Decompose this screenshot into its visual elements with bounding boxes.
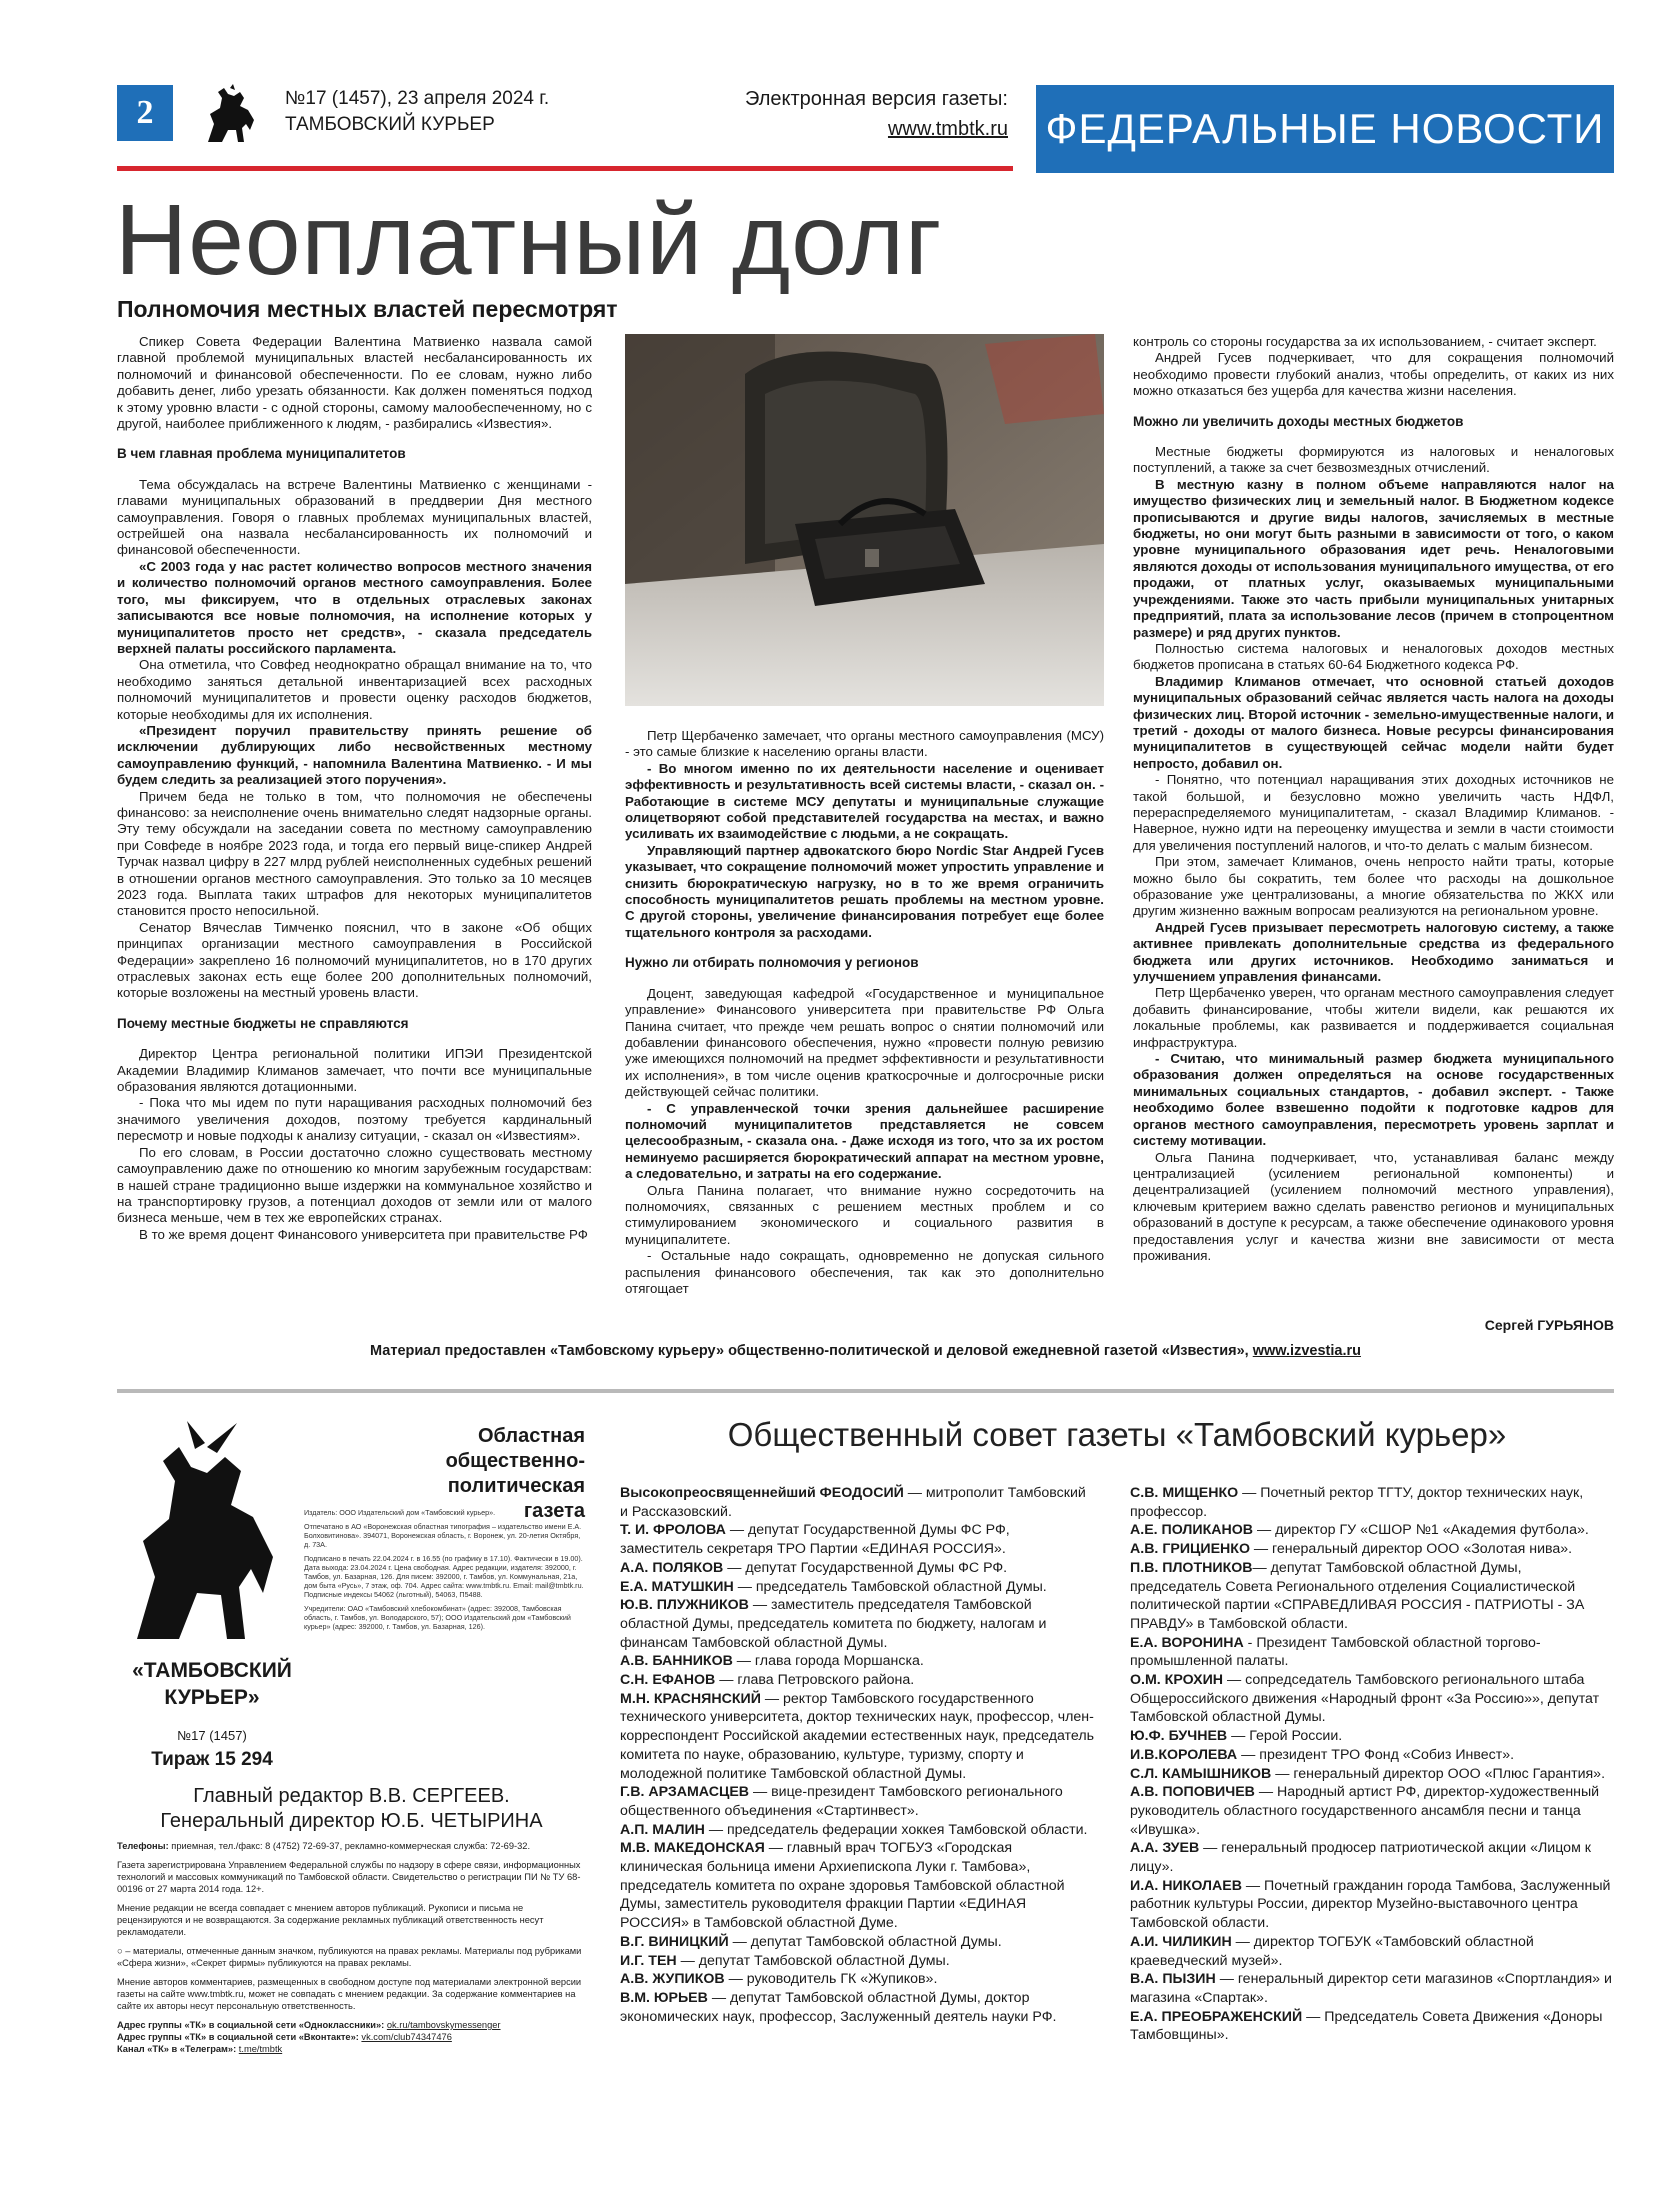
paragraph: Петр Щербаченко замечает, что органы местного самоуправления (МСУ) - это самые близкие к населению органы власти. [625, 728, 1104, 760]
council-member-name: Е.А. ВОРОНИНА [1130, 1634, 1244, 1651]
paragraph: - Во многом именно по их деятельности население и оценивает эффективность и результативность всей системы власти, - сказал он. - Работающие в системе МСУ депутаты и муниципальные служащие олицетворяют собой представителей государства на местах, и важно усиливать их взаимодействие с людьми, а не сокращать. [625, 760, 1104, 842]
council-member-role: — глава Петровского района. [715, 1672, 915, 1689]
council-member-name: Т. И. ФРОЛОВА [620, 1522, 726, 1539]
council-member-name: В.М. ЮРЬЕВ [620, 1989, 708, 2006]
paragraph: контроль со стороны государства за их использованием, - считает эксперт. [1133, 334, 1597, 349]
council-member-role: — заместитель председателя Тамбовской областной Думы, председатель комитета по бюджету, налогам и финансам Тамбовской областной Думы. [620, 1597, 1047, 1651]
paragraph: Сенатор Вячеслав Тимченко пояснил, что в законе «Об общих принципах организации местного самоуправления в Российской Федерации» закреплено 16 полномочий муниципалитетов, но в 170 других отраслевых законах есть еще более 200 дополнительных полномочий, которые возложены на местный уровень власти. [117, 919, 592, 1001]
paragraph: - С управленческой точки зрения дальнейшее расширение полномочий муниципалитетов представляется не совсем целесообразным, - сказала она. - Даже исходя из того, что за их ростом неминуемо расширяется бюрократический аппарат на местном уровне, а следовательно, и затраты на его содержание. [625, 1100, 1104, 1182]
phones-value: приемная, тел./факс: 8 (4752) 72-69-37, рекламно-коммерческая служба: 72-69-32. [171, 1841, 531, 1851]
social-telegram [117, 2043, 586, 2055]
council-member-name: А.П. МАЛИН [620, 1821, 705, 1838]
council-member-role: — генеральный директор сети магазинов «Спортландия» и магазина «Спартак». [1130, 1971, 1612, 2006]
article-byline: Сергей ГУРЬЯНОВ [1484, 1317, 1614, 1333]
council-member-name: А.В. БАННИКОВ [620, 1653, 733, 1670]
ev-url-link[interactable]: www.tmbtk.ru [887, 118, 1008, 140]
council-member [620, 1690, 1096, 1784]
council-member-role: — депутат Тамбовской областной Думы, доктор экономических наук, профессор, Заслуженный деятель науки РФ. [620, 1989, 1057, 2025]
council-member [1130, 1521, 1614, 1540]
council-member [620, 1989, 1096, 2026]
council-member-role: — ректор Тамбовского государственного технического университета, доктор технических наук, профессор, член-корреспондент Российской академии естественных наук, председатель комитета по науке, образованию, культуре, туризму, спорту и молодежной политике Тамбовской областной Думы. [620, 1690, 1094, 1782]
council-member-role: — председатель Тамбовской областной Думы. [733, 1578, 1047, 1595]
social-vk-link[interactable]: vk.com/club74347476 [361, 2032, 452, 2042]
paragraph: Петр Щербаченко уверен, что органам местного самоуправления следует добавить финансирование, чтобы жители видели, как решаются их локальные проблемы, как развивается и поддерживается социальная инфраструктура. [1133, 985, 1614, 1050]
council-member-name: О.М. КРОХИН [1130, 1672, 1224, 1689]
paragraph: Андрей Гусев призывает пересмотреть налоговую систему, а также активнее привлекать дополнительные средства из федерального бюджета или других источников. Необходимо заниматься и улучшением управления финансами. [1133, 919, 1614, 985]
council-member-role: — вице-президент Тамбовского регионального общественного объединения «Стартинвест». [620, 1784, 1063, 1819]
council-member-role: — Председатель Совета Движения «Доноры Тамбовщины». [1130, 2008, 1603, 2044]
council-member [620, 1652, 1096, 1671]
council-member-name: А.А. ПОЛЯКОВ [620, 1559, 724, 1576]
paragraph: При этом, замечает Климанов, очень непросто найти траты, которые можно было бы сократить, тем более что расходы на дошкольное образование уже централизованы, а многие обязательства по ЖКХ или другим жизненно важным вопросам реализуются на региональном уровне. [1133, 854, 1614, 919]
imprint-details [304, 1508, 586, 1636]
paragraph: В местную казну в полном объеме направляются налог на имущество физических лиц и земельный налог. В Бюджетном кодексе прописываются и другие виды налогов, зачисляемых в местные бюджеты, но они могут быть разными в зависимости от того, о каком уровне муниципального образования идет речь. Неналоговыми являются доходы от использования муниципального имущества, от его продажи, от платных услуг, оказываемых муниципальными учреждениями. Также это часть прибыли муниципальных унитарных предприятий, плата за использование лесов (причем в стопроцентном размере) и ряд других пунктов. [1133, 476, 1614, 640]
paper-name: ТАМБОВСКИЙ КУРЬЕР [285, 114, 495, 135]
credit-text: Материал предоставлен «Тамбовскому курьеру» общественно-политической и деловой ежедневной газетой «Известия», [370, 1343, 1253, 1359]
paragraph: Ольга Панина подчеркивает, что, устанавливая баланс между централизацией (усилением региональной компоненты) и децентрализацией (усилением полномочий местного управления), ключевым критерием важно сделать равенство регионов и муниципальных образований в доступе к ресурсам, а также обеспечение одинакового уровня предоставления услуг и качества жизни вне зависимости от места проживания. [1133, 1149, 1614, 1263]
page-number: 2 [117, 85, 173, 141]
article-column-2 [625, 728, 1104, 1297]
council-member [1130, 1540, 1614, 1559]
council-member [1130, 1559, 1614, 1634]
council-member-role: — председатель федерации хоккея Тамбовской области. [704, 1821, 1088, 1838]
horse-rider-logo-icon [117, 1417, 287, 1647]
council-member-name: И.А. НИКОЛАЕВ [1130, 1877, 1242, 1894]
council-member [620, 1970, 1096, 1989]
council-member [1130, 2008, 1614, 2045]
council-member-role: — депутат Тамбовской областной Думы. [676, 1952, 950, 1969]
council-member [620, 1578, 1096, 1597]
council-member [1130, 1727, 1614, 1746]
paragraph: Владимир Климанов отмечает, что основной статьей доходов муниципальных образований сейчас является часть налога на доходы физических лиц. Второй источник - земельно-имущественные налоги, и третий - доходы от малого бизнеса. Новые ресурсы финансирования муниципалитетов в существующей сейчас модели найти будет непросто, добавил он. [1133, 673, 1614, 771]
council-member [620, 1596, 1096, 1652]
council-member-role: — генеральный директор ООО «Золотая нива». [1249, 1541, 1573, 1558]
council-member-name: М.В. МАКЕДОНСКАЯ [620, 1840, 765, 1857]
council-member-name: Ю.В. ПЛУЖНИКОВ [620, 1597, 749, 1614]
council-member-role: — генеральный продюсер патриотической акции «Лицом к лицу». [1130, 1840, 1591, 1876]
council-member [620, 1559, 1096, 1578]
council-member-role: — сопредседатель Тамбовского регионального штаба Общероссийского движения «Народный фронт «За Россию»», депутат Тамбовской областной Думы. [1130, 1672, 1600, 1726]
council-member-role: — руководитель ГК «Жупиков». [724, 1971, 938, 1988]
council-member-name: И.Г. ТЕН [620, 1952, 677, 1969]
council-member [620, 1839, 1096, 1933]
social-label: Адрес группы «ТК» в социальной сети «Вконтакте»: [117, 2032, 362, 2042]
social-label: Адрес группы «ТК» в социальной сети «Одноклассники»: [117, 2020, 387, 2030]
social-ok [117, 2019, 586, 2031]
issue-line: №17 (1457), 23 апреля 2024 г. [285, 88, 550, 109]
section-heading: Можно ли увеличить доходы местных бюджетов [1133, 413, 1464, 429]
section-heading: Нужно ли отбирать полномочия у регионов [625, 955, 919, 971]
section-heading: Почему местные бюджеты не справляются [117, 1015, 409, 1031]
general-director: Генеральный директор Ю.Б. ЧЕТЫРИНА [160, 1810, 543, 1832]
council-member-role: — депутат Государственной Думы ФС РФ. [723, 1559, 1008, 1576]
council-member-name: А.А. ЗУЕВ [1130, 1840, 1200, 1857]
council-member-role: - Президент Тамбовской областной торгово-промышленной палаты. [1130, 1634, 1541, 1670]
imprint-print-info: Подписано в печать 22.04.2024 г. в 16.55 (по графику в 17.10). Фактически в 19.00). Дата выхода: 23.04.2024 г. Цена свободная. Адрес редакции, издателя: 392000, г. Тамбов, ул. Базарная, 126. Для писем: 392000, г. Тамбов, ул. Коммунальная, 21а, дом быта «Русь», 7 этаж, оф. 704. Адрес сайта: www.tmbtk.ru. Email: mail@tmbtk.ru. Подписные индексы 54062 (льготный), 54063, П5488. [304, 1554, 584, 1599]
council-member-role: — президент ТРО Фонд «Собиз Инвест». [1237, 1746, 1515, 1763]
chief-editor: Главный редактор В.В. СЕРГЕЕВ. [193, 1785, 510, 1807]
council-member [1130, 1783, 1614, 1839]
imprint-printing: Отпечатано в АО «Воронежская областная типография – издательство имени Е.А. Болховитинова». 394071, Воронежская область, г. Воронеж, ул. 20-летия Октября, д. 73А. [304, 1522, 582, 1549]
article-headline: Неоплатный долг [115, 184, 943, 296]
paragraph: Местные бюджеты формируются из налоговых и неналоговых поступлений, а также за счет безвозмездных отчислений. [1133, 444, 1614, 476]
council-member [1130, 1765, 1614, 1784]
paragraph: Она отметила, что Совфед неоднократно обращал внимание на то, что необходимо заняться детальной инвентаризацией всех расходных полномочий муниципалитетов и провести оценку расходов бюджетов, которые необходимы для их исполнения. [117, 657, 592, 722]
electronic-version [738, 84, 1008, 144]
social-vk [117, 2031, 586, 2043]
council-member-role: — директор ТОГБУК «Тамбовский областной краеведческий музей». [1130, 1933, 1534, 1969]
council-title: Общественный совет газеты «Тамбовский курьер» [727, 1416, 1507, 1453]
article-photo [625, 334, 1104, 706]
council-member-role: — митрополит Тамбовский и Рассказовский. [620, 1485, 1086, 1520]
header-divider [117, 166, 1013, 171]
council-member-role: — Герой России. [1227, 1728, 1343, 1745]
credit-link[interactable]: www.izvestia.ru [1252, 1343, 1361, 1359]
council-member-role: — депутат Тамбовской областной Думы, председатель Совета Регионального отделения Социалистической политической партии «СПРАВЕДЛИВАЯ РОССИЯ - ПАТРИОТЫ - ЗА ПРАВДУ» в Тамбовской области. [1130, 1559, 1585, 1632]
council-member-name: А.В. ЖУПИКОВ [620, 1971, 725, 1988]
council-member-name: А.И. ЧИЛИКИН [1130, 1933, 1232, 1950]
council-member [620, 1671, 1096, 1690]
council-member-role: — Почетный гражданин города Тамбова, Заслуженный работник культуры России, директор Музейно-выставочного центра Тамбовской области. [1130, 1877, 1611, 1932]
legal-block [117, 1840, 586, 2055]
legal-opinion: Мнение редакции не всегда совпадает с мнением авторов публикаций. Рукописи и письма не рецензируются и не возвращаются. За содержание рекламных публикаций ответственность несут рекламодатели. [117, 1903, 544, 1937]
council-member [1130, 1970, 1614, 2007]
council-member [1130, 1634, 1614, 1671]
council-member-name: Ю.Ф. БУЧНЕВ [1130, 1728, 1228, 1745]
council-member-name: А.В. ГРИЦИЕНКО [1130, 1541, 1250, 1558]
council-member-role: — Народный артист РФ, директор-художественный руководитель областного государственного ансамбля песни и танца «Ивушка». [1130, 1784, 1600, 1838]
article-subheadline: Полномочия местных властей пересмотрят [117, 296, 618, 322]
paragraph: - Считаю, что минимальный размер бюджета муниципального образования должен определяться на основе государственных минимальных социальных стандартов, - добавил эксперт. - Также необходимо более взвешенно подойти к подготовке кадров для органов местного самоуправления, пересмотреть уровень зарплат и систему мотивации. [1133, 1051, 1614, 1149]
social-ok-link[interactable]: ok.ru/tambovskymessenger [386, 2020, 501, 2030]
council-member-name: С.В. МИЩЕНКО [1130, 1485, 1239, 1501]
council-member-role: — глава города Моршанска. [732, 1653, 924, 1670]
paragraph: - Понятно, что потенциал наращивания этих доходных источников не такой большой, и безусловно можно увеличить часть НДФЛ, перераспределяемого муниципалитетам, - сказал Владимир Климанов. - Наверное, нужно идти на переоценку имущества и земли в части стоимости для увеличения поступлений налогов, и что-то делать с малым бизнесом. [1133, 772, 1614, 853]
legal-advertising: ○ – материалы, отмеченные данным значком, публикуются на правах рекламы. Материалы под рубриками «Сфера жизни», «Секрет фирмы» публикуются на правах рекламы. [117, 1946, 582, 1968]
phones-label: Телефоны: [117, 1841, 169, 1851]
council-member [620, 1521, 1096, 1558]
paper-type: Областная общественно-политическая газета [445, 1425, 585, 1522]
paragraph: Тема обсуждалась на встрече Валентины Матвиенко с женщинами - главами муниципальных образований в преддверии Дня местного самоуправления. Говоря о главных проблемах муниципальных властей, острейшей она назвала несбалансированность их полномочий и финансовой обеспеченности. [117, 476, 592, 558]
council-member-name: И.В.КОРОЛЕВА [1130, 1746, 1238, 1763]
paragraph: «Президент поручил правительству принять решение об исключении дублирующих либо несвойственных местному самоуправлению функций, - напомнила Валентина Матвиенко. - И мы будем следить за реализацией этого поручения». [117, 722, 592, 788]
council-member-name: Г.В. АРЗАМАСЦЕВ [620, 1784, 750, 1801]
issue-info [285, 86, 549, 138]
paragraph: Директор Центра региональной политики ИПЭИ Президентской Академии Владимир Климанов замечает, что почти все муниципальные образования являются дотационными. [117, 1046, 592, 1095]
council-member-name: П.В. ПЛОТНИКОВ [1130, 1559, 1253, 1576]
paragraph: Полностью система налоговых и неналоговых доходов местных бюджетов прописана в статьях 60-64 Бюджетного кодекса РФ. [1133, 640, 1614, 673]
imprint-founders: Учредители: ОАО «Тамбовский хлебокомбинат» (адрес: 392008, Тамбовская область, г. Тамбов, ул. Володарского, 57); ООО Издательский дом «Тамбовский курьер» (адрес: 392000, г. Тамбов, ул. Базарная, 126). [304, 1604, 571, 1631]
council-member [1130, 1746, 1614, 1765]
council-member-role: — генеральный директор ООО «Плюс Гарантия». [1271, 1765, 1606, 1782]
paragraph: Причем беда не только в том, что полномочия не обеспечены финансово: за неисполнение очень внимательно следят надзорные органы. Эту тему обсуждали на заседании совета по местному самоуправлению при Совфеде в ноябре 2023 года, и тогда его первый вице-спикер Андрей Турчак назвал цифру в 227 млрд рублей неисполненных судебных решений в отношении органов местного самоуправления. Это только за 10 месяцев 2023 года. Выплата таких штрафов для некоторых муниципалитетов становится просто непосильной. [117, 788, 592, 919]
council-member [620, 1952, 1096, 1971]
council-member-name: М.Н. КРАСНЯНСКИЙ [620, 1690, 761, 1707]
article-column-1 [117, 334, 592, 1243]
council-member [1130, 1877, 1614, 1933]
social-telegram-link[interactable]: t.me/tmbtk [238, 2044, 283, 2054]
council-member-name: С.Н. ЕФАНОВ [620, 1672, 716, 1689]
council-member-name: Е.А. МАТУШКИН [620, 1578, 734, 1595]
council-column-2 [1130, 1484, 1614, 2045]
paragraph: В то же время доцент Финансового университета при правительстве РФ [139, 1226, 588, 1242]
paragraph: «С 2003 года у нас растет количество вопросов местного значения и количество полномочий органов местного самоуправления. Более того, мы фиксируем, что в отдельных отраслевых законах записываются все новые полномочия, на исполнение которых у муниципалитетов просто нет средств», - сказала председатель верхней палаты российского парламента. [117, 558, 592, 656]
paragraph: Ольга Панина полагает, что внимание нужно сосредоточить на полномочиях, связанных с решением местных проблем и со стимулированием экономического и социального развития в муниципалитете. [625, 1182, 1104, 1247]
council-member-role: — депутат Тамбовской областной Думы. [728, 1933, 1002, 1950]
section-banner: ФЕДЕРАЛЬНЫЕ НОВОСТИ [1036, 85, 1614, 173]
article-column-3 [1133, 334, 1614, 1264]
paragraph: - Пока что мы идем по пути наращивания расходных полномочий без значимого увеличения доходов, поэтому требуется кардинальный пересмотр и новые подходы к анализу ситуации, - сказал он «Известиям». [117, 1095, 592, 1144]
section-divider [117, 1389, 1614, 1393]
council-member [1130, 1484, 1614, 1521]
imprint-publisher: Издатель: ООО Издательский дом «Тамбовский курьер». [304, 1508, 496, 1517]
council-member-name: А.Е. ПОЛИКАНОВ [1130, 1522, 1253, 1539]
legal-comments: Мнение авторов комментариев, размещенных в свободном доступе под материалами электронной версии газеты на сайте www.tmbtk.ru, может не совпадать с мнением редакции. За содержание комментариев на сайте их авторы несут персональную ответственность. [117, 1977, 582, 2011]
council-member-name: Высокопреосвященнейший ФЕОДОСИЙ [620, 1485, 904, 1501]
council-column-1 [620, 1484, 1096, 2026]
imprint-tirage: Тираж 15 294 [151, 1749, 273, 1770]
legal-registration: Газета зарегистрирована Управлением Федеральной службы по надзору в сфере связи, информационных технологий и массовых коммуникаций по Тамбовской области. Свидетельство о регистрации ПИ № ТУ 68-00196 от 27 марта 2014 года. 12+. [117, 1860, 581, 1894]
paragraph: Андрей Гусев подчеркивает, что для сокращения полномочий необходимо провести глубокий анализ, чтобы определить, от каких из них можно отказаться без ущерба для качества жизни населения. [1133, 350, 1614, 399]
council-member-name: В.А. ПЫЗИН [1130, 1971, 1216, 1988]
section-heading: В чем главная проблема муниципалитетов [117, 446, 406, 462]
horse-rider-logo-icon [200, 84, 258, 146]
paragraph: - Остальные надо сокращать, одновременно не допуская сильного распыления финансового обеспечения, так как это дополнительно отягощает [625, 1248, 1104, 1296]
paragraph: По его словам, в России достаточно сложно существовать местному самоуправлению даже по отношению ко многим зарубежным государствам: в нашей стране традиционно выше издержки на коммунальное хозяйство и на транспортировку грузов, а потенциал доходов от земли или от малого бизнеса меньше, чем в тех же европейских странах. [117, 1144, 592, 1226]
paragraph: Спикер Совета Федерации Валентина Матвиенко назвала самой главной проблемой муниципальных властей несбалансированность их полномочий и финансовой обеспеченности. По ее словам, нужно либо добавить денег, либо урезать обязанности. Как должен поменяться подход к этому уровню власти - с одной стороны, самому малообеспеченному, но с другой, наиболее приближенного к людям, - разбирались «Известия». [117, 334, 592, 432]
council-member-role: — Почетный ректор ТГТУ, доктор технических наук, профессор. [1130, 1485, 1584, 1520]
council-member [1130, 1839, 1614, 1876]
paragraph: Доцент, заведующая кафедрой «Государственное и муниципальное управление» Финансового университета при правительстве РФ Ольга Панина считает, что прежде чем решать вопрос о снятии полномочий или добавлении финансового обеспечения, нужно «провести полную ревизию уже имеющихся полномочий на предмет эффективности и результативности их исполнения», в том числе оценив краткосрочные и долгосрочные риски действующей сейчас политики. [625, 985, 1104, 1100]
council-member [1130, 1933, 1614, 1970]
imprint-issue: №17 (1457) [177, 1728, 247, 1743]
council-member-name: С.Л. КАМЫШНИКОВ [1130, 1765, 1272, 1782]
council-member-name: А.В. ПОПОВИЧЕВ [1130, 1784, 1255, 1801]
council-member [620, 1933, 1096, 1952]
council-member [1130, 1671, 1614, 1727]
council-member [620, 1783, 1096, 1820]
council-member [620, 1821, 1096, 1840]
council-member [620, 1484, 1096, 1521]
ev-label: Электронная версия газеты: [745, 88, 1008, 110]
council-member-role: — главный врач ТОГБУЗ «Городская клиническая больница имени Архиепископа Луки г. Тамбова», председатель комитета по охране здоровья Тамбовской областной Думы, заместитель руководителя фракции Партии «ЕДИНАЯ РОССИЯ» в Тамбовской областной Думе. [620, 1840, 1065, 1932]
phones [117, 1840, 586, 1852]
social-label: Канал «ТК» в «Телеграм»: [117, 2044, 239, 2054]
council-member-name: Е.А. ПРЕОБРАЖЕНСКИЙ [1130, 2008, 1303, 2025]
editors-block [117, 1784, 586, 1834]
paragraph: Управляющий партнер адвокатского бюро Nordic Star Андрей Гусев указывает, что сокращение полномочий может упростить управление и снизить бюрократическую нагрузку, но в то же время ограничить способность муниципалитетов решать проблемы на местном уровне. С другой стороны, увеличение финансирования потребует еще более тщательного контроля за расходами. [625, 842, 1104, 940]
brand-name: «ТАМБОВСКИЙ КУРЬЕР» [132, 1659, 292, 1709]
council-member-name: В.Г. ВИНИЦКИЙ [620, 1933, 729, 1950]
council-member-role: — депутат Государственной Думы ФС РФ, заместитель секретаря ТРО Партии «ЕДИНАЯ РОССИЯ». [620, 1522, 1010, 1558]
council-member-role: — директор ГУ «СШОР №1 «Академия футбола». [1253, 1522, 1589, 1539]
source-credit [117, 1343, 1614, 1359]
